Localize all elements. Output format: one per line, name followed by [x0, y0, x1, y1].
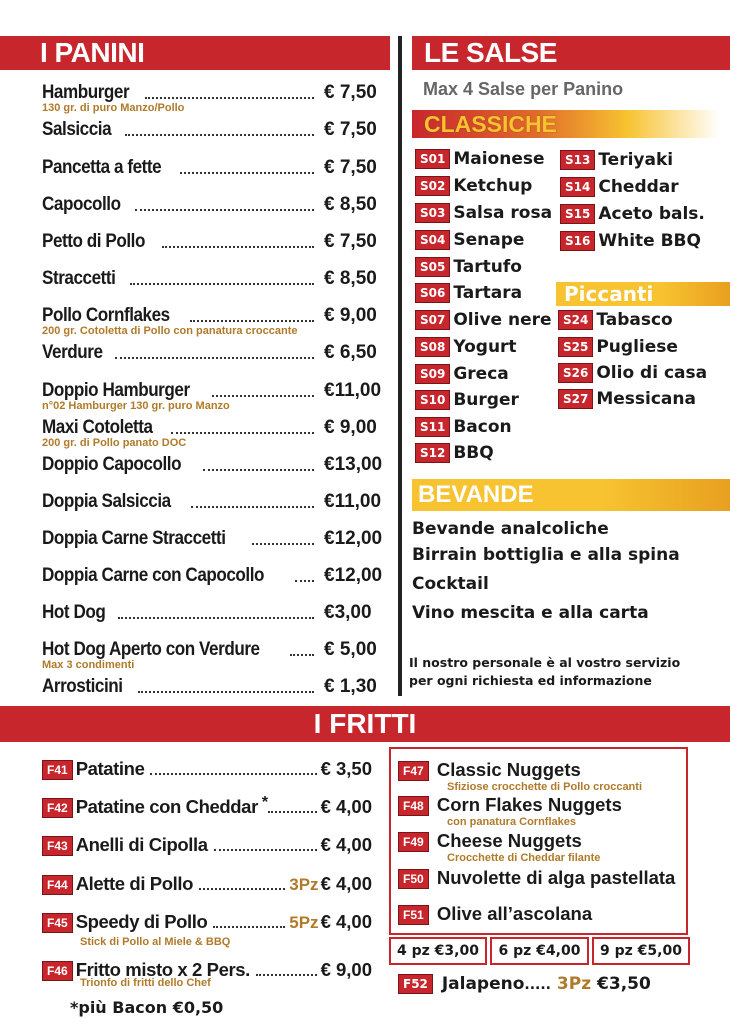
fritti-item-note: Stick di Pollo al Miele & BBQ — [80, 936, 231, 948]
fritti-item: F45 Speedy di Pollo 5Pz € 4,00 — [42, 909, 372, 933]
sauce-item: S04 Senape — [415, 230, 524, 250]
sauce-item: S25 Pugliese — [558, 337, 678, 357]
nugget-price-4pz: 4 pz €3,00 — [389, 937, 487, 965]
panini-item: Doppio Capocollo €13,00 — [42, 454, 383, 475]
panini-item-note: n°02 Hamburger 130 gr. puro Manzo — [42, 400, 230, 412]
sauce-item: S16 White BBQ — [560, 231, 701, 251]
nugget-note: Sfiziose crocchette di Pollo croccanti — [447, 781, 642, 793]
nugget-price-6pz: 6 pz €4,00 — [490, 937, 589, 965]
fritti-item: F41 Patatine € 3,50 — [42, 756, 372, 780]
fritti-item-note: Trionfo di fritti dello Chef — [80, 977, 211, 989]
fritti-item: F42 Patatine con Cheddar * € 4,00 — [42, 794, 372, 818]
piccanti-header — [556, 282, 730, 306]
panini-item: Pancetta a fette € 7,50 — [42, 157, 377, 178]
sauce-item: S06 Tartara — [415, 283, 522, 303]
nugget-note: con panatura Cornflakes — [447, 816, 576, 828]
fritti-title: I FRITTI — [313, 708, 417, 739]
nugget-note: Crocchette di Cheddar filante — [447, 852, 601, 864]
panini-item: Arrosticini € 1,30 — [42, 676, 377, 697]
classiche-header — [412, 110, 720, 138]
piccanti-title: Piccanti — [564, 282, 654, 306]
salse-title: LE SALSE — [424, 37, 557, 68]
sauce-item: S07 Olive nere — [415, 310, 552, 330]
sauce-item: S24 Tabasco — [558, 310, 673, 330]
panini-item-note: 200 gr. Cotoletta di Pollo con panatura croccante — [42, 325, 298, 337]
sauce-item: S08 Yogurt — [415, 337, 517, 357]
nugget-item: F49 Cheese Nuggets — [398, 830, 582, 852]
sauce-item: S11 Bacon — [415, 417, 512, 437]
panini-item: Salsiccia € 7,50 — [42, 119, 377, 140]
classiche-title: CLASSICHE — [424, 111, 557, 137]
nugget-price-9pz: 9 pz €5,00 — [592, 937, 690, 965]
nugget-item: F50 Nuvolette di alga pastellata — [398, 867, 675, 889]
sauce-item: S27 Messicana — [558, 389, 696, 409]
sauce-item: S13 Teriyaki — [560, 150, 673, 170]
panini-item: Maxi Cotoletta € 9,00 — [42, 417, 377, 438]
fritti-header — [0, 706, 730, 742]
nugget-item: F48 Corn Flakes Nuggets — [398, 794, 622, 816]
panini-title: I PANINI — [40, 37, 145, 68]
sauce-item: S02 Ketchup — [415, 176, 532, 196]
service-note-line2: per ogni richiesta ed informazione — [409, 673, 652, 688]
panini-item: Pollo Cornflakes € 9,00 — [42, 305, 377, 326]
panini-item: Doppia Carne Straccetti €12,00 — [42, 528, 383, 549]
bevande-header — [412, 479, 730, 511]
sauce-item: S12 BBQ — [415, 443, 494, 463]
panini-item-note: 130 gr. di puro Manzo/Pollo — [42, 102, 185, 114]
panini-item: Hot Dog Aperto con Verdure € 5,00 — [42, 639, 377, 660]
panini-item: Hot Dog €3,00 — [42, 602, 372, 623]
fritti-item: F43 Anelli di Cipolla € 4,00 — [42, 832, 372, 856]
fritti-item: F44 Alette di Pollo 3Pz € 4,00 — [42, 871, 372, 895]
panini-item: Capocollo € 8,50 — [42, 194, 377, 215]
panini-item-note: 200 gr. di Pollo panato DOC — [42, 437, 187, 449]
panini-item: Doppia Salsiccia €11,00 — [42, 491, 382, 512]
sauce-item: S14 Cheddar — [560, 177, 679, 197]
salse-subtitle: Max 4 Salse per Panino — [423, 79, 624, 99]
service-note-line1: Il nostro personale è al vostro servizio — [409, 655, 681, 670]
sauce-item: S09 Greca — [415, 364, 509, 384]
salse-header — [412, 36, 730, 70]
sauce-item: S05 Tartufo — [415, 257, 522, 277]
panini-item: Doppio Hamburger €11,00 — [42, 380, 382, 401]
bevande-title: BEVANDE — [418, 481, 534, 508]
panini-item: Verdure € 6,50 — [42, 342, 377, 363]
bevande-item: Vino mescita e alla carta — [412, 603, 649, 623]
sauce-item: S15 Aceto bals. — [560, 204, 705, 224]
panini-item: Petto di Pollo € 7,50 — [42, 231, 377, 252]
sauce-item: S01 Maionese — [415, 149, 545, 169]
bevande-item: Birrain bottiglia e alla spina — [412, 545, 680, 565]
panini-item-note: Max 3 condimenti — [42, 659, 135, 671]
bacon-footnote: *più Bacon €0,50 — [70, 998, 224, 1017]
bevande-item: Bevande analcoliche — [412, 519, 609, 539]
jalapeno-item: F52 Jalapeno..... 3Pz €3,50 — [398, 974, 651, 994]
panini-header — [0, 36, 390, 70]
panini-item: Straccetti € 8,50 — [42, 268, 377, 289]
panini-item: Hamburger € 7,50 — [42, 82, 377, 103]
sauce-item: S03 Salsa rosa — [415, 203, 552, 223]
fritti-item: F46 Fritto misto x 2 Pers. € 9,00 — [42, 957, 372, 981]
panini-item: Doppia Carne con Capocollo €12,00 — [42, 565, 383, 586]
sauce-item: S26 Olio di casa — [558, 363, 707, 383]
column-divider — [398, 36, 402, 696]
nugget-item: F47 Classic Nuggets — [398, 759, 581, 781]
bevande-item: Cocktail — [412, 574, 489, 594]
sauce-item: S10 Burger — [415, 390, 519, 410]
nugget-item: F51 Olive all’ascolana — [398, 903, 592, 925]
